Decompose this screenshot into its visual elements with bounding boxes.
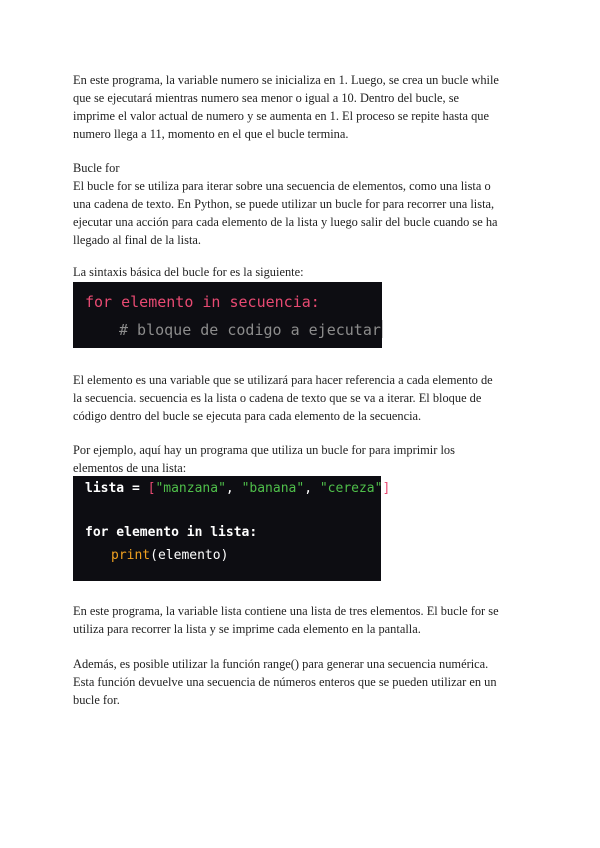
text-line: El elemento es una variable que se utilizará para hacer referencia a cada elemento de [73,373,493,387]
paragraph-while-explanation [73,71,528,143]
heading-text: Bucle for [73,161,120,175]
text-line: En este programa, la variable lista contiene una lista de tres elementos. El bucle for se [73,604,499,618]
text-line: llegado al final de la lista. [73,233,201,247]
section-heading-bucle-for [73,159,528,177]
paragraph-syntax-intro [73,263,528,281]
text-line: elementos de una lista: [73,461,187,475]
text-line: Por ejemplo, aquí hay un programa que utiliza un bucle for para imprimir los [73,443,455,457]
code-block-syntax [73,282,382,348]
code-line-list-assign: lista = ["manzana", "banana", "cereza"] [85,481,391,496]
code-line-print: print(elemento) [111,548,229,563]
text-line: bucle for. [73,693,120,707]
text-line: utiliza para recorrer la lista y se imprime cada elemento en la pantalla. [73,622,421,636]
code-line-for: for elemento in secuencia: [85,293,320,311]
text-line: código dentro del bucle se ejecuta para cada elemento de la secuencia. [73,409,422,423]
paragraph-example-intro [73,441,528,477]
text-line: Además, es posible utilizar la función range() para generar una secuencia numérica. [73,657,489,671]
paragraph-for-intro [73,177,528,249]
paragraph-element-explanation [73,371,528,425]
text-line: imprime el valor actual de numero y se aumenta en 1. El proceso se repite hasta que [73,109,489,123]
code-line-comment [119,320,383,339]
text-line: numero llega a 11, momento en el que el bucle termina. [73,127,349,141]
text-line: una cadena de texto. En Python, se puede utilizar un bucle for para recorrer una lista, [73,197,495,211]
text-line: En este programa, la variable numero se inicializa en 1. Luego, se crea un bucle while [73,73,499,87]
paragraph-range-intro [73,655,528,709]
text-line: Esta función devuelve una secuencia de números enteros que se pueden utilizar en un [73,675,497,689]
comment-text: # bloque de codigo a ejecutar [119,321,381,339]
code-block-example [73,476,391,581]
text-line: que se ejecutará mientras numero sea menor o igual a 10. Dentro del bucle, se [73,91,460,105]
code-line-for-loop: for elemento in lista: [85,525,258,540]
text-line: El bucle for se utiliza para iterar sobre una secuencia de elementos, como una lista o [73,179,491,193]
text-cursor [382,320,383,338]
text-line: la secuencia. secuencia es la lista o cadena de texto que se va a iterar. El bloque de [73,391,482,405]
paragraph-example-explanation [73,602,528,638]
text-line: ejecutar una acción para cada elemento de la lista y luego salir del bucle cuando se ha [73,215,498,229]
text-line: La sintaxis básica del bucle for es la siguiente: [73,265,304,279]
